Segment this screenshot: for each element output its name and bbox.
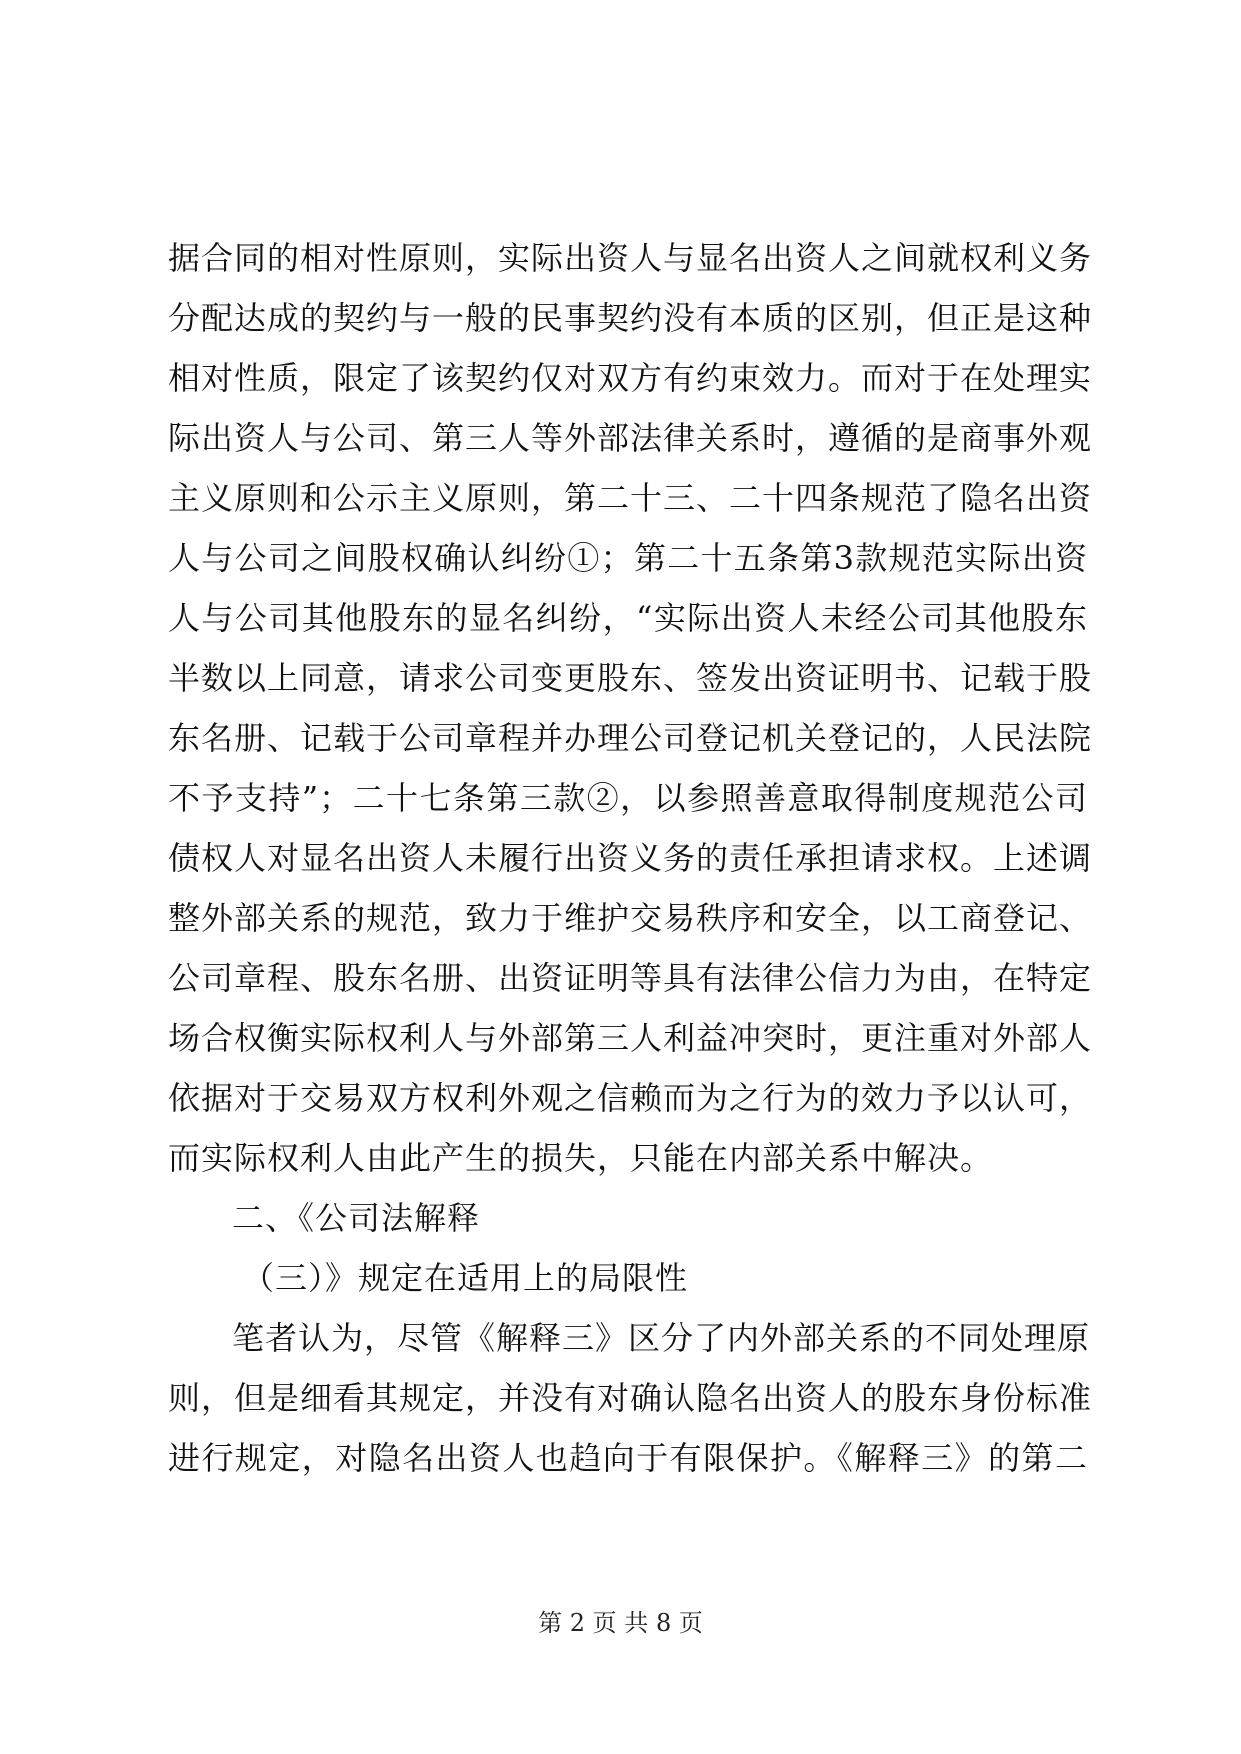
paragraph-line: 债权人对显名出资人未履行出资义务的责任承担请求权。上述调 (168, 839, 1093, 877)
paragraph-line: 据合同的相对性原则，实际出资人与显名出资人之间就权利义务 (168, 239, 1093, 277)
paragraph-line: 公司章程、股东名册、出资证明等具有法律公信力为由，在特定 (168, 959, 1093, 997)
paragraph-line: 而实际权利人由此产生的损失，只能在内部关系中解决。 (168, 1139, 994, 1177)
paragraph-line: 场合权衡实际权利人与外部第三人利益冲突时，更注重对外部人 (168, 1019, 1093, 1057)
paragraph-line: 依据对于交易双方权利外观之信赖而为之行为的效力予以认可， (168, 1079, 1093, 1117)
paragraph-line: 东名册、记载于公司章程并办理公司登记机关登记的，人民法院 (168, 719, 1093, 757)
paragraph-line: 则，但是细看其规定，并没有对确认隐名出资人的股东身份标准 (168, 1379, 1093, 1417)
paragraph-line: 分配达成的契约与一般的民事契约没有本质的区别，但正是这种 (168, 299, 1093, 337)
paragraph-line: 人与公司之间股权确认纠纷①；第二十五条第3款规范实际出资 (168, 539, 1088, 577)
paragraph-line: 进行规定，对隐名出资人也趋向于有限保护。《解释三》的第二 (168, 1439, 1088, 1477)
paragraph-line: 整外部关系的规范，致力于维护交易秩序和安全，以工商登记、 (168, 899, 1093, 937)
section-heading: 二、《公司法解释 (232, 1199, 481, 1237)
paragraph-line: 半数以上同意，请求公司变更股东、签发出资证明书、记载于股 (168, 659, 1093, 697)
paragraph-line: 人与公司其他股东的显名纠纷，“实际出资人未经公司其他股东 (168, 599, 1088, 637)
document-body (168, 228, 1093, 1488)
paragraph-line: 笔者认为，尽管《解释三》区分了内外部关系的不同处理原 (232, 1319, 1091, 1357)
section-heading-continued: （三）》规定在适用上的局限性 (242, 1259, 689, 1297)
paragraph-line: 相对性质，限定了该契约仅对双方有约束效力。而对于在处理实 (168, 359, 1093, 397)
paragraph-line: 际出资人与公司、第三人等外部法律关系时，遵循的是商事外观 (168, 419, 1093, 457)
page-number-footer: 第 2 页 共 8 页 (538, 1609, 703, 1637)
paragraph-line: 不予支持”；二十七条第三款②，以参照善意取得制度规范公司 (168, 779, 1088, 817)
paragraph-line: 主义原则和公示主义原则，第二十三、二十四条规范了隐名出资 (168, 479, 1093, 517)
